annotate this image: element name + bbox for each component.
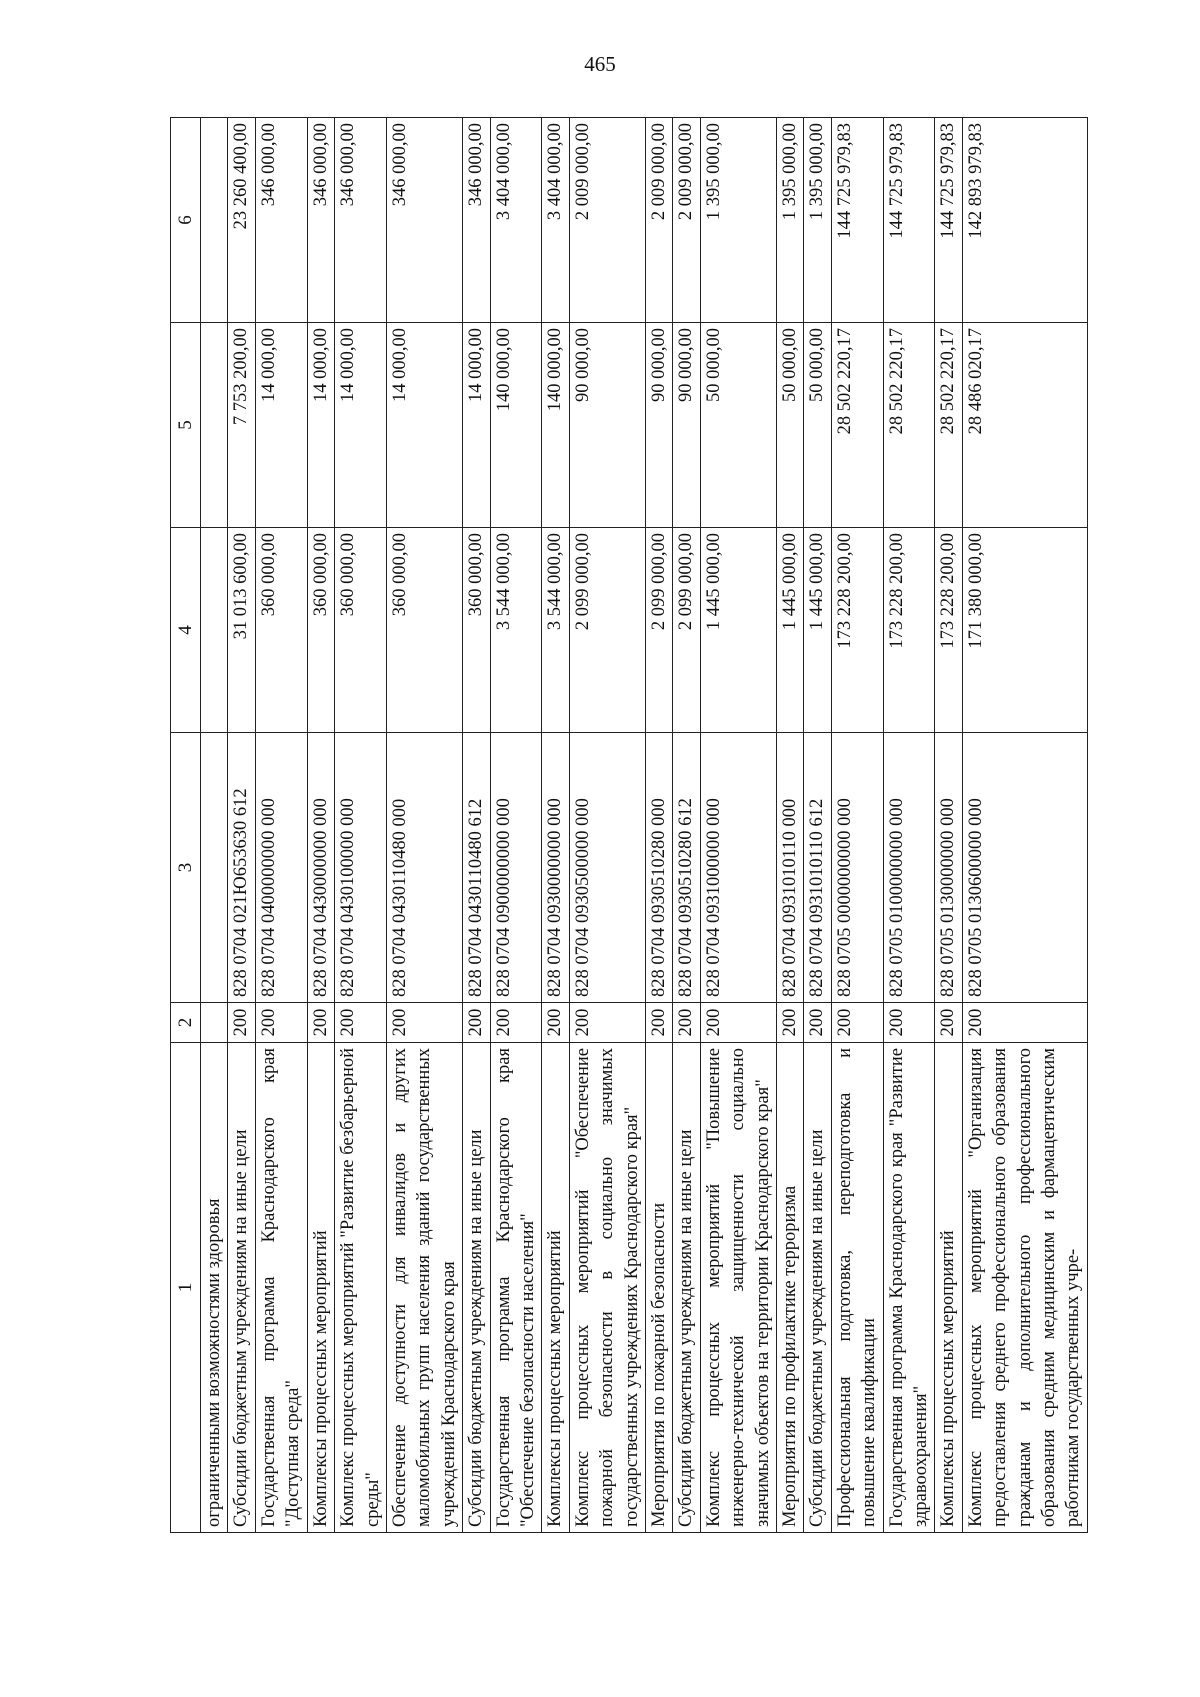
row-value-col6: 2 009 000,00 [645,118,672,323]
row-value-col5: 90 000,00 [569,323,645,528]
row-code-cell: 200 [883,1003,935,1043]
row-value-col4 [201,528,228,733]
row-value-col6: 346 000,00 [463,118,490,323]
row-code-cell: 200 [673,1003,700,1043]
row-kbk-cell: 828 0704 0930510280 612 [673,733,700,1003]
row-kbk-cell: 828 0704 0430000000 000 [307,733,334,1003]
table-row [201,118,228,1533]
row-value-col6 [201,118,228,323]
row-value-col6: 144 725 979,83 [883,118,935,323]
row-code-cell: 200 [307,1003,334,1043]
row-value-col4: 3 544 000,00 [490,528,542,733]
row-value-col6: 3 404 000,00 [542,118,569,323]
column-header: 6 [171,118,201,323]
row-value-col4: 360 000,00 [307,528,334,733]
row-value-col5: 28 502 220,17 [935,323,962,528]
row-value-col4: 173 228 200,00 [935,528,962,733]
row-value-col6: 1 395 000,00 [804,118,831,323]
row-kbk-cell: 828 0704 021Ю653630 612 [228,733,255,1003]
row-kbk-cell: 828 0704 0400000000 000 [255,733,307,1003]
row-value-col6: 2 009 000,00 [569,118,645,323]
row-kbk-cell: 828 0705 0130600000 000 [962,733,1087,1003]
row-name-cell: Субсидии бюджетным учреждениям на иные цели [804,1043,831,1533]
table-row [777,118,804,1533]
row-value-col5: 7 753 200,00 [228,323,255,528]
row-name-cell: Комплексы процессных мероприятий [307,1043,334,1533]
row-value-col4: 1 445 000,00 [777,528,804,733]
row-code-cell [201,1003,228,1043]
row-value-col5: 14 000,00 [335,323,387,528]
table-row [673,118,700,1533]
table-row [883,118,935,1533]
row-name-cell: Комплекс процессных мероприятий "Повышение инженерно-технической защищенности социально значимых объектов на территории Краснодарского края" [700,1043,776,1533]
row-kbk-cell: 828 0704 0930500000 000 [569,733,645,1003]
row-value-col5: 14 000,00 [463,323,490,528]
row-kbk-cell: 828 0704 0430110480 612 [463,733,490,1003]
row-value-col4: 173 228 200,00 [883,528,935,733]
row-code-cell: 200 [335,1003,387,1043]
row-value-col5: 140 000,00 [542,323,569,528]
table-row [228,118,255,1533]
row-value-col6: 346 000,00 [335,118,387,323]
row-kbk-cell: 828 0705 0100000000 000 [883,733,935,1003]
row-name-cell: Мероприятия по профилактике терроризма [777,1043,804,1533]
column-header: 5 [171,323,201,528]
row-name-cell: Государственная программа Краснодарского края "Доступная среда" [255,1043,307,1533]
row-value-col5: 28 502 220,17 [883,323,935,528]
table-row [831,118,883,1533]
table-row [542,118,569,1533]
row-value-col4: 1 445 000,00 [804,528,831,733]
row-name-cell: Обеспечение доступности для инвалидов и других маломобильных групп населения зданий государственных учреждений Краснодарского края [386,1043,462,1533]
row-kbk-cell: 828 0704 0900000000 000 [490,733,542,1003]
column-header: 1 [171,1043,201,1533]
row-code-cell: 200 [831,1003,883,1043]
row-code-cell: 200 [935,1003,962,1043]
budget-table [170,117,1088,1533]
row-value-col5: 90 000,00 [673,323,700,528]
row-code-cell: 200 [962,1003,1087,1043]
row-value-col4: 173 228 200,00 [831,528,883,733]
row-value-col4: 360 000,00 [255,528,307,733]
row-code-cell: 200 [228,1003,255,1043]
row-value-col6: 2 009 000,00 [673,118,700,323]
row-name-cell: Комплексы процессных мероприятий [935,1043,962,1533]
row-code-cell: 200 [490,1003,542,1043]
row-value-col6: 1 395 000,00 [777,118,804,323]
row-value-col6: 346 000,00 [255,118,307,323]
row-value-col5: 50 000,00 [804,323,831,528]
row-value-col6: 23 260 400,00 [228,118,255,323]
row-code-cell: 200 [777,1003,804,1043]
table-row [463,118,490,1533]
rotated-table-container [170,118,1084,1533]
row-value-col6: 346 000,00 [386,118,462,323]
row-value-col6: 144 725 979,83 [935,118,962,323]
table-row [386,118,462,1533]
row-code-cell: 200 [569,1003,645,1043]
row-value-col5: 14 000,00 [386,323,462,528]
row-name-cell: Субсидии бюджетным учреждениям на иные цели [463,1043,490,1533]
row-value-col5: 90 000,00 [645,323,672,528]
column-header: 3 [171,733,201,1003]
table-row [645,118,672,1533]
row-name-cell: Государственная программа Краснодарского края "Развитие здравоохранения" [883,1043,935,1533]
row-name-cell: Комплекс процессных мероприятий "Обеспечение пожарной безопасности в социально значимых государственных учреждениях Краснодарского края" [569,1043,645,1533]
table-header-row [171,118,201,1533]
table-row [255,118,307,1533]
row-value-col5: 50 000,00 [700,323,776,528]
row-name-cell: Субсидии бюджетным учреждениям на иные цели [228,1043,255,1533]
row-kbk-cell: 828 0704 0931010110 612 [804,733,831,1003]
row-name-cell: ограниченными возможностями здоровья [201,1043,228,1533]
row-kbk-cell: 828 0704 0930510280 000 [645,733,672,1003]
row-code-cell: 200 [542,1003,569,1043]
row-value-col5: 14 000,00 [307,323,334,528]
column-header: 2 [171,1003,201,1043]
row-code-cell: 200 [804,1003,831,1043]
row-kbk-cell: 828 0705 0000000000 000 [831,733,883,1003]
row-name-cell: Государственная программа Краснодарского края "Обеспечение безопасности населения" [490,1043,542,1533]
row-kbk-cell: 828 0704 0930000000 000 [542,733,569,1003]
page-number: 465 [584,52,616,76]
row-value-col4: 2 099 000,00 [569,528,645,733]
row-kbk-cell: 828 0704 0430110480 000 [386,733,462,1003]
row-code-cell: 200 [645,1003,672,1043]
row-value-col6: 142 893 979,83 [962,118,1087,323]
row-value-col4: 3 544 000,00 [542,528,569,733]
budget-table-body [171,118,1088,1533]
column-header: 4 [171,528,201,733]
row-value-col6: 346 000,00 [307,118,334,323]
row-code-cell: 200 [386,1003,462,1043]
row-kbk-cell [201,733,228,1003]
row-name-cell: Профессиональная подготовка, переподготовка и повышение квалификации [831,1043,883,1533]
row-value-col4: 1 445 000,00 [700,528,776,733]
row-name-cell: Мероприятия по пожарной безопасности [645,1043,672,1533]
table-row [490,118,542,1533]
row-value-col5: 28 502 220,17 [831,323,883,528]
row-value-col4: 360 000,00 [463,528,490,733]
row-value-col4: 31 013 600,00 [228,528,255,733]
row-value-col4: 360 000,00 [335,528,387,733]
row-code-cell: 200 [255,1003,307,1043]
row-kbk-cell: 828 0705 0130000000 000 [935,733,962,1003]
row-value-col5: 140 000,00 [490,323,542,528]
row-value-col5: 28 486 020,17 [962,323,1087,528]
row-value-col4: 2 099 000,00 [645,528,672,733]
table-row [935,118,962,1533]
row-value-col4: 171 380 000,00 [962,528,1087,733]
row-name-cell: Субсидии бюджетным учреждениям на иные цели [673,1043,700,1533]
row-kbk-cell: 828 0704 0931010110 000 [777,733,804,1003]
table-row [335,118,387,1533]
row-name-cell: Комплексы процессных мероприятий [542,1043,569,1533]
table-row [307,118,334,1533]
table-row [700,118,776,1533]
row-kbk-cell: 828 0704 0430100000 000 [335,733,387,1003]
row-value-col6: 3 404 000,00 [490,118,542,323]
row-value-col4: 360 000,00 [386,528,462,733]
table-row [962,118,1087,1533]
row-value-col6: 144 725 979,83 [831,118,883,323]
row-value-col5: 14 000,00 [255,323,307,528]
row-code-cell: 200 [463,1003,490,1043]
row-name-cell: Комплекс процессных мероприятий "Развитие безбарьерной среды" [335,1043,387,1533]
row-name-cell: Комплекс процессных мероприятий "Организация предоставления среднего профессионального образования гражданам и дополнительного профессионального образования средним медицинским и фармацевтическим работникам государственных учре- [962,1043,1087,1533]
row-value-col6: 1 395 000,00 [700,118,776,323]
row-kbk-cell: 828 0704 0931000000 000 [700,733,776,1003]
table-row [804,118,831,1533]
table-row [569,118,645,1533]
row-code-cell: 200 [700,1003,776,1043]
row-value-col5 [201,323,228,528]
row-value-col4: 2 099 000,00 [673,528,700,733]
row-value-col5: 50 000,00 [777,323,804,528]
